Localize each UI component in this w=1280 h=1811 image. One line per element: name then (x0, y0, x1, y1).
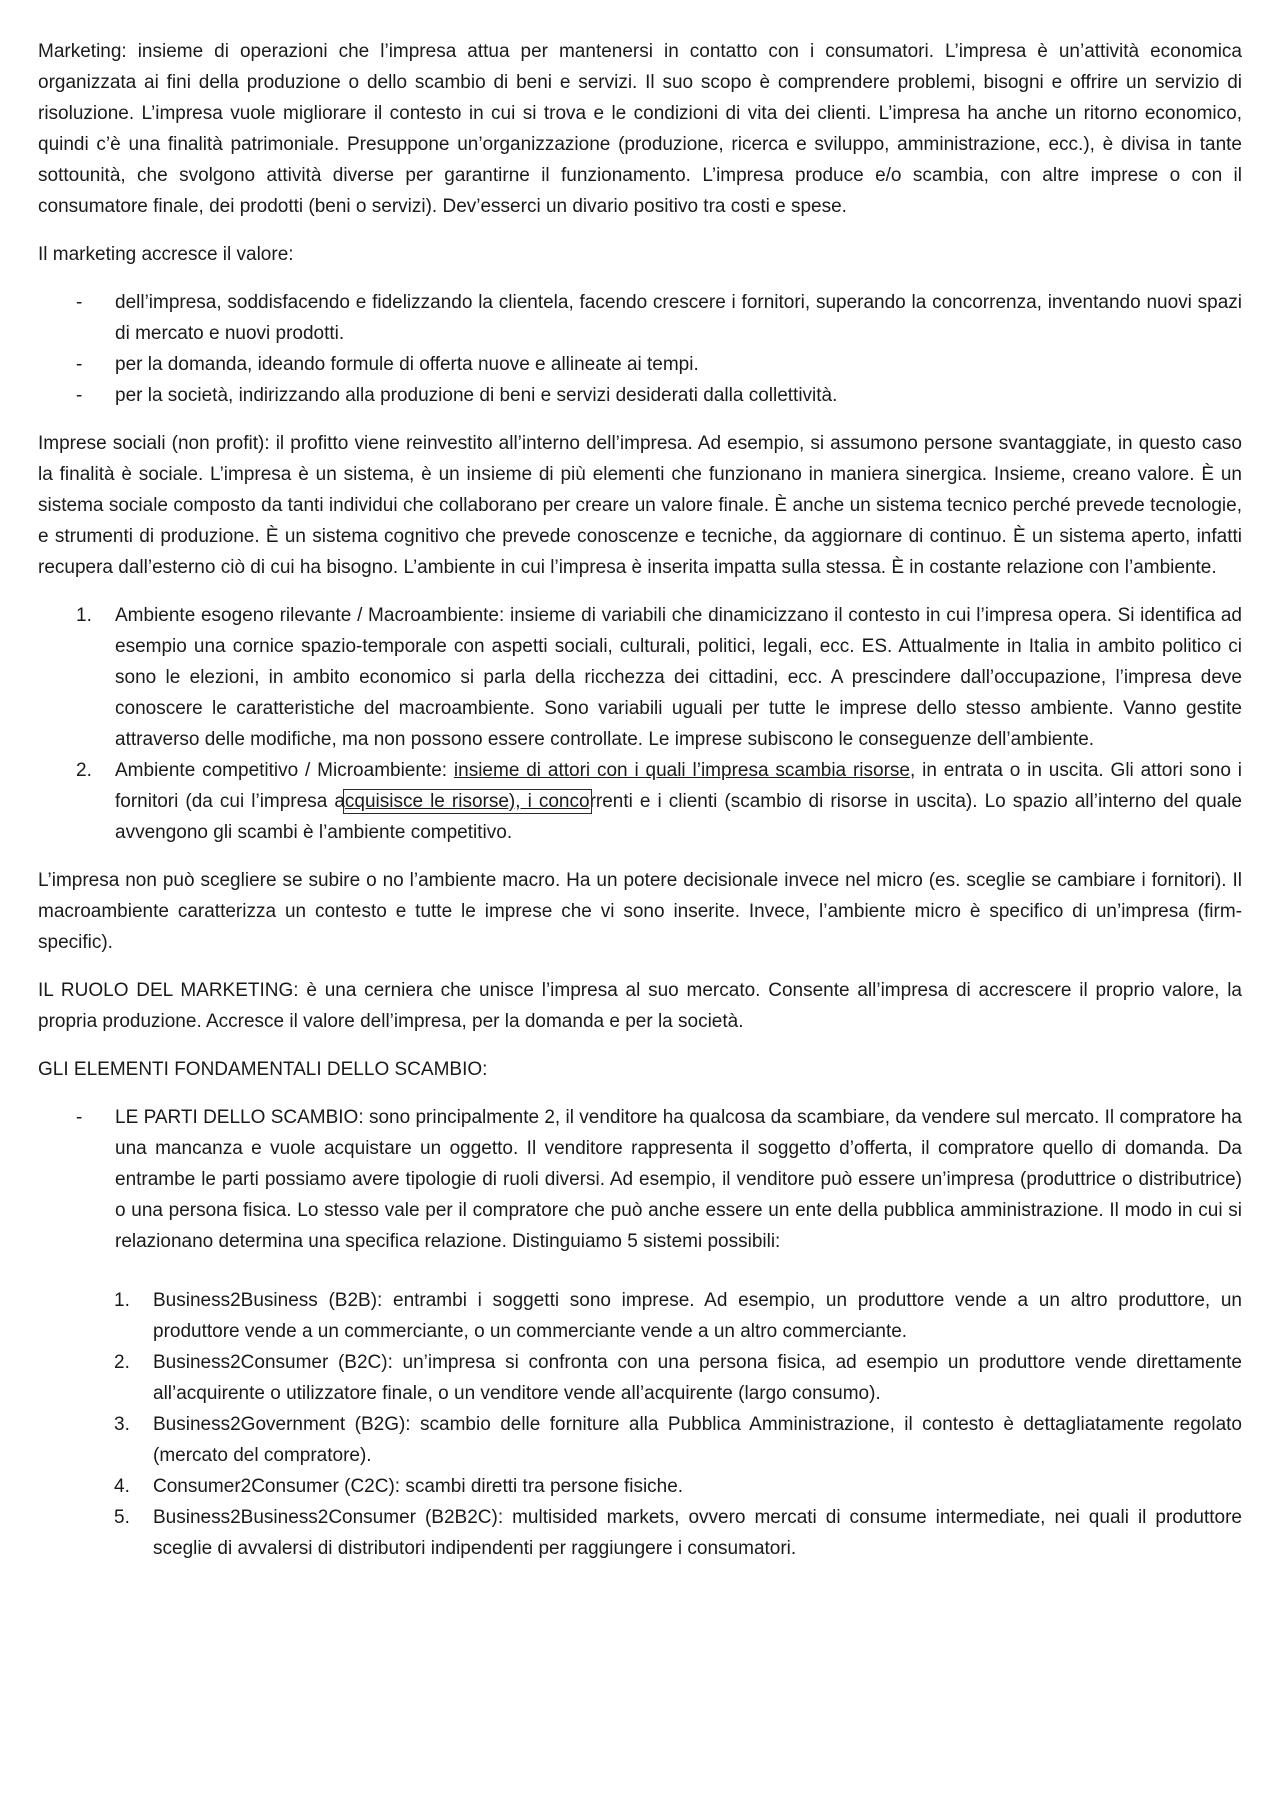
list-item (38, 1102, 1242, 1257)
exchange-systems-list (38, 1285, 1242, 1564)
marketing-role-paragraph: IL RUOLO DEL MARKETING: è una cerniera che unisce l’impresa al suo mercato. Consente all’impresa di accrescere il proprio valore, la propria produzione. Accresce il valore dell’impresa, per la domanda e per la società. (38, 980, 1242, 1032)
list-item-text: Ambiente esogeno rilevante / Macroambiente: insieme di variabili che dinamicizzano il contesto in cui l’impresa opera. Si identifica ad esempio una cornice spazio-temporale con aspetti sociali, culturali, politici, legali, ecc. ES. Attualmente in Italia in ambito politico ci sono le elezioni, in ambito economico si parla della ricchezza dei cittadini, ecc. A prescindere dall’occupazione, l’impresa deve conoscere le caratteristiche del macroambiente. Sono variabili uguali per tutte le imprese dello stesso ambiente. Vanno gestite attraverso delle modifiche, ma non possono essere controllate. Le imprese subiscono le conseguenze dell’ambiente. (115, 605, 1242, 750)
underlined-text: insieme di attori con i quali l’impresa scambia risorse (453, 760, 910, 781)
social-enterprise-paragraph: Imprese sociali (non profit): il profitto viene reinvestito all’interno dell’impresa. Ad esempio, si assumono persone svantaggiate, in questo caso la finalità è sociale. L’impresa è un sistema, è un insieme di più elementi che funzionano in maniera sinergica. Insieme, creano valore. È un sistema sociale composto da tanti individui che collaborano per creare un valore finale. È anche un sistema tecnico perché prevede tecnologie, e strumenti di produzione. È un sistema cognitivo che prevede conoscenze e tecniche, da aggiornare di continuo. È un sistema aperto, infatti recupera dall’esterno ciò di cui ha bisogno. L’ambiente in cui l’impresa è inserita impatta sulla stessa. È in costante relazione con l’ambiente. (38, 433, 1242, 578)
macro-micro-paragraph: L’impresa non può scegliere se subire o no l’ambiente macro. Ha un potere decisionale invece nel micro (es. sceglie se cambiare i fornitori). Il macroambiente caratterizza un contesto e tutte le imprese che vi sono inserite. Invece, l’ambiente micro è specifico di un’impresa (firm-specific). (38, 870, 1242, 953)
list-item (38, 1347, 1242, 1409)
list-item (38, 1409, 1242, 1471)
exchange-elements-list (38, 1102, 1242, 1257)
list-item (38, 349, 1242, 380)
list-number: 2. (76, 760, 92, 781)
list-item-text-part: , in entrata o in uscita. Gli attori sono i fornitori (da cui l’impresa a (115, 760, 1242, 812)
list-item-text: per la domanda, ideando formule di offerta nuove e allineate ai tempi. (115, 354, 699, 375)
list-item (38, 600, 1242, 755)
value-list (38, 287, 1242, 411)
list-number: 5. (114, 1507, 130, 1528)
list-item-text: dell’impresa, soddisfacendo e fidelizzando la clientela, facendo crescere i fornitori, superando la concorrenza, inventando nuovi spazi di mercato e nuovi prodotti. (115, 292, 1242, 344)
list-number: 3. (114, 1414, 130, 1435)
list-item-text: per la società, indirizzando alla produzione di beni e servizi desiderati dalla collettività. (115, 385, 838, 406)
list-item (38, 287, 1242, 349)
list-item-text-part: Ambiente competitivo / Microambiente: (115, 760, 454, 781)
list-item (38, 1502, 1242, 1564)
value-heading: Il marketing accresce il valore: (38, 244, 294, 265)
list-item-text: Business2Government (B2G): scambio delle forniture alla Pubblica Amministrazione, il contesto è dettagliatamente regolato (mercato del compratore). (153, 1414, 1242, 1466)
list-number: 1. (76, 605, 92, 626)
intro-paragraph: Marketing: insieme di operazioni che l’impresa attua per mantenersi in contatto con i consumatori. L’impresa è un’attività economica organizzata ai fini della produzione o dello scambio di beni e servizi. Il suo scopo è comprendere problemi, bisogni e offrire un servizio di risoluzione. L’impresa vuole migliorare il contesto in cui si trova e le condizioni di vita dei clienti. L’impresa ha anche un ritorno economico, quindi c’è una finalità patrimoniale. Presuppone un’organizzazione (produzione, ricerca e sviluppo, amministrazione, ecc.), è divisa in tante sottounità, che svolgono attività diverse per garantirne il funzionamento. L’impresa produce e/o scambia, con altre imprese o con il consumatore finale, dei prodotti (beni o servizi). Dev’esserci un divario positivo tra costi e spese. (38, 41, 1242, 217)
dash-bullet: - (76, 385, 83, 406)
dash-bullet: - (76, 1107, 83, 1128)
list-item-text: Business2Consumer (B2C): un’impresa si confronta con una persona fisica, ad esempio un produttore vende direttamente all’acquirente o utilizzatore finale, o un venditore vende all’acquirente (largo consumo). (153, 1352, 1242, 1404)
environment-list (38, 600, 1242, 848)
exchange-elements-heading: GLI ELEMENTI FONDAMENTALI DELLO SCAMBIO: (38, 1059, 488, 1080)
list-item (38, 755, 1242, 848)
list-item (38, 1471, 1242, 1502)
dash-bullet: - (76, 354, 83, 375)
list-item-text: Business2Business (B2B): entrambi i soggetti sono imprese. Ad esempio, un produttore vende a un altro produttore, un produttore vende a un commerciante, o un commerciante vende a un altro commerciante. (153, 1290, 1242, 1342)
dash-bullet: - (76, 292, 83, 313)
list-item-text: Business2Business2Consumer (B2B2C): multisided markets, ovvero mercati di consume intermediate, nei quali il produttore sceglie di avvalersi di distributori indipendenti per raggiungere i consumatori. (153, 1507, 1242, 1559)
list-number: 1. (114, 1290, 130, 1311)
list-item-text: LE PARTI DELLO SCAMBIO: sono principalmente 2, il venditore ha qualcosa da scambiare, da vendere sul mercato. Il compratore ha una mancanza e vuole acquistare un oggetto. Il venditore rappresenta il soggetto d’offerta, il compratore quello di domanda. Da entrambe le parti possiamo avere tipologie di ruoli diversi. Ad esempio, il venditore può essere un’impresa (produttrice o distributrice) o una persona fisica. Lo stesso vale per il compratore che può anche essere un ente della pubblica amministrazione. Il modo in cui si relazionano determina una specifica relazione. Distinguiamo 5 sistemi possibili: (115, 1107, 1242, 1252)
document-page (38, 36, 1242, 1581)
list-item-text-part: rrenti e i clienti (scambio di risorse in uscita). Lo spazio all’interno del quale avvengono gli scambi è l’ambiente competitivo. (115, 791, 1242, 843)
list-item-text: Consumer2Consumer (C2C): scambi diretti tra persone fisiche. (153, 1476, 684, 1497)
selection-box[interactable]: cquisisce le risorse), i conco (344, 791, 590, 812)
list-item (38, 380, 1242, 411)
list-item (38, 1285, 1242, 1347)
list-number: 4. (114, 1476, 130, 1497)
list-number: 2. (114, 1352, 130, 1373)
